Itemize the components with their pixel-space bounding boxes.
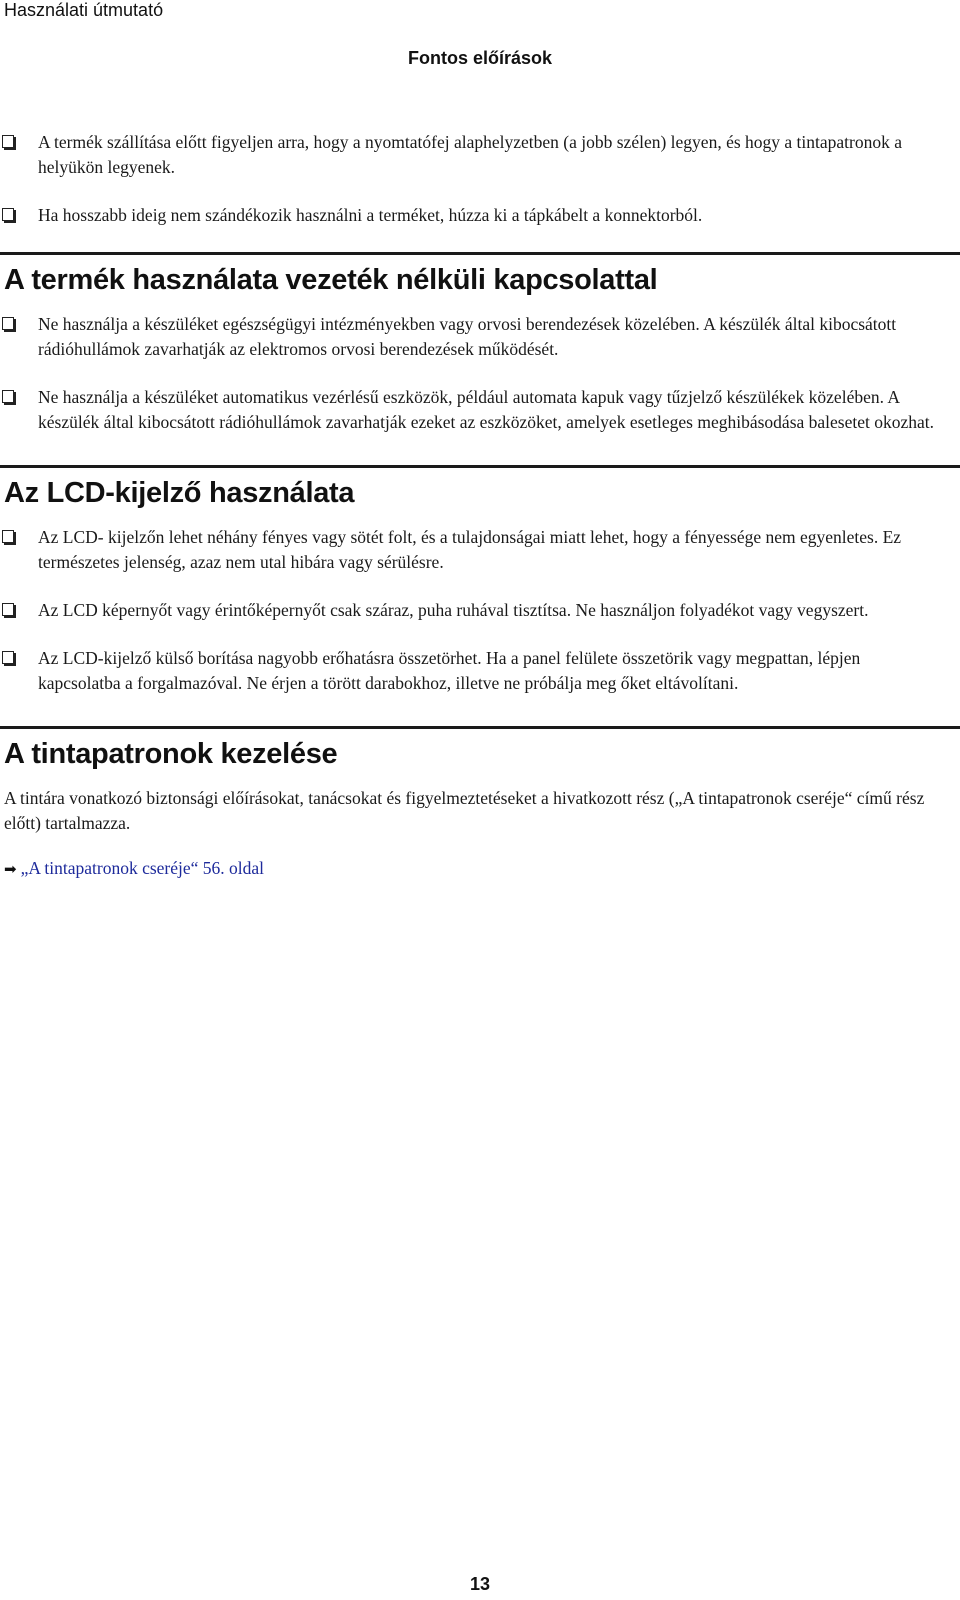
cross-reference-link[interactable]: „A tintapatronok cseréje“ 56. oldal	[20, 858, 265, 878]
list-item-text: Az LCD-kijelző külső borítása nagyobb erőhatásra összetörhet. Ha a panel felülete összetörik vagy megpattan, lépjen kapcsolatba a forgalmazóval. Ne érjen a törött darabokhoz, illetve ne próbálja meg őket eltávolítani.	[38, 648, 861, 693]
list-item	[0, 646, 960, 696]
section-divider	[0, 465, 960, 468]
list-item	[0, 203, 960, 228]
list-item	[0, 385, 960, 435]
checkbox-bullet-icon	[2, 317, 14, 330]
page-content	[0, 130, 960, 882]
section-divider	[0, 726, 960, 729]
intro-bullet-list	[0, 130, 960, 228]
list-item	[0, 598, 960, 623]
list-item	[0, 312, 960, 362]
checkbox-bullet-icon	[2, 603, 14, 616]
list-item-text: Ne használja a készüléket egészségügyi intézményekben vagy orvosi berendezések közelében. A készülék által kibocsátott rádióhullámok zavarhatják az elektromos orvosi berendezések működését.	[38, 314, 897, 359]
list-item-text: Az LCD képernyőt vagy érintőképernyőt csak száraz, puha ruhával tisztítsa. Ne használjon folyadékot vagy vegyszert.	[38, 600, 869, 620]
page-number: 13	[469, 1574, 491, 1594]
section-heading: A tintapatronok kezelése	[4, 738, 338, 770]
running-section-title: Fontos előírások	[407, 48, 553, 68]
list-item	[0, 130, 960, 180]
checkbox-bullet-icon	[2, 390, 14, 403]
section-heading: Az LCD-kijelző használata	[4, 477, 355, 509]
cross-reference	[4, 856, 960, 882]
list-item-text: Ha hosszabb ideig nem szándékozik használni a terméket, húzza ki a tápkábelt a konnektorból.	[38, 205, 703, 225]
list-item-text: Az LCD- kijelzőn lehet néhány fényes vagy sötét folt, és a tulajdonságai miatt lehet, hogy a fényessége nem egyenletes. Ez természetes jelenség, azaz nem utal hibára vagy sérülésre.	[38, 527, 902, 572]
lcd-bullet-list	[0, 525, 960, 696]
section-ink	[0, 726, 960, 882]
ink-paragraph: A tintára vonatkozó biztonsági előírásokat, tanácsokat és figyelmeztetéseket a hivatkozott rész („A tintapatronok cseréje“ című rész előtt) tartalmazza.	[4, 788, 925, 833]
list-item	[0, 525, 960, 575]
section-lcd	[0, 465, 960, 696]
list-item-text: A termék szállítása előtt figyeljen arra, hogy a nyomtatófej alaphelyzetben (a jobb szélen) legyen, és hogy a tintapatronok a helyükön legyenek.	[38, 132, 902, 177]
arrow-right-icon: ➡	[4, 860, 17, 878]
checkbox-bullet-icon	[2, 651, 14, 664]
checkbox-bullet-icon	[2, 530, 14, 543]
section-heading: A termék használata vezeték nélküli kapcsolattal	[4, 264, 658, 296]
checkbox-bullet-icon	[2, 208, 14, 221]
section-wireless	[0, 252, 960, 435]
checkbox-bullet-icon	[2, 135, 14, 148]
section-divider	[0, 252, 960, 255]
wireless-bullet-list	[0, 312, 960, 435]
list-item-text: Ne használja a készüléket automatikus vezérlésű eszközök, például automata kapuk vagy tűzjelző készülékek közelében. A készülék által kibocsátott rádióhullámok zavarhatják ezeket az eszközöket, amelyek esetleges meghibásodása balesetet okozhat.	[38, 387, 935, 432]
document-title: Használati útmutató	[4, 0, 164, 20]
